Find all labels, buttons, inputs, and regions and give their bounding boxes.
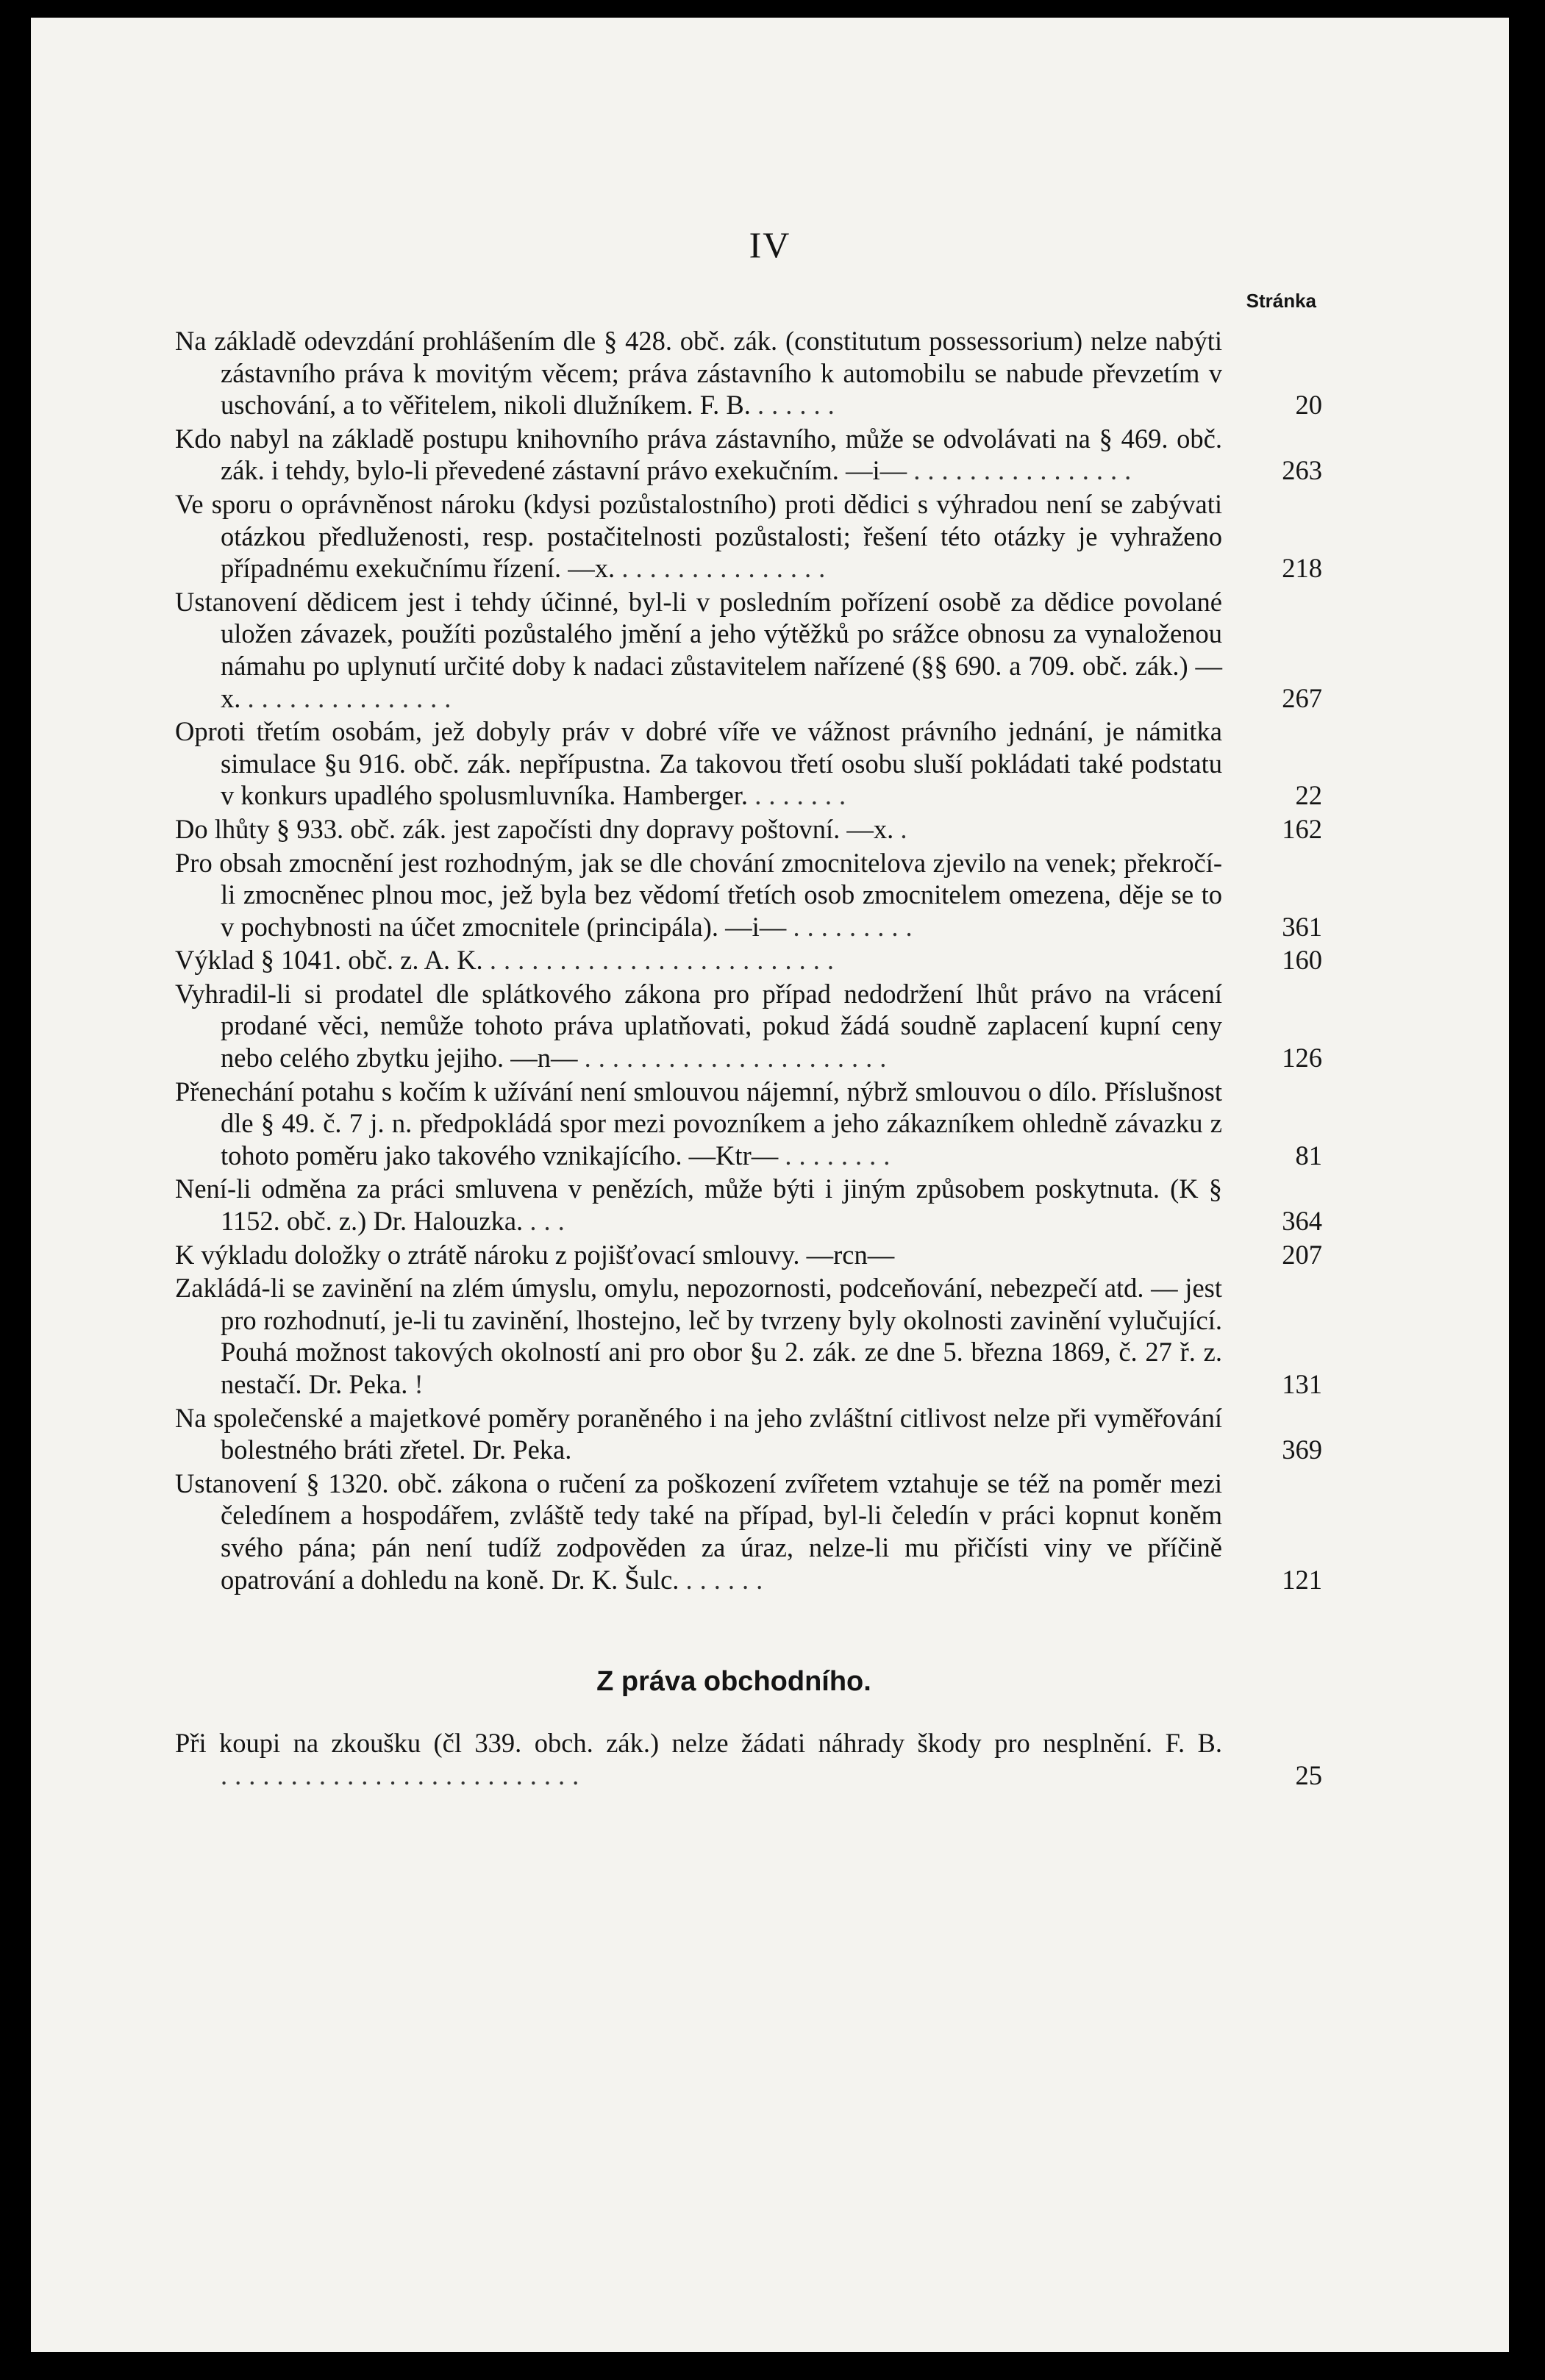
leader-dots: ............... xyxy=(247,682,459,713)
document-page xyxy=(31,18,1509,2352)
entry-text: Do lhůty § 933. obč. zák. jest započísti dny dopravy poštovní. —x. xyxy=(175,813,894,844)
entry-text: Při koupi na zkoušku (čl 339. obch. zák.) nelze žádati náhrady škody pro nesplnění. F. B. xyxy=(175,1728,1222,1759)
entry-page-ref: 22 xyxy=(1295,780,1322,811)
index-entry xyxy=(175,847,1322,943)
entry-page-ref: 369 xyxy=(1282,1434,1322,1465)
entry-text: Vyhradil-li si prodatel dle splátkového zákona pro případ nedodržení lhůt právo na vrácení prodané věci, nemůže tohoto práva uplatňovati, pokud žádá soudně zaplacení kupní ceny nebo celého zbytku jejiho. —n— xyxy=(175,978,1222,1073)
entry-page-ref: 218 xyxy=(1282,553,1322,584)
entry-text: Oproti třetím osobám, jež dobyly práv v dobré víře ve vážnost právního jednání, je námitka simulace §u 916. obč. zák. nepřípustna. Za takovou třetí osobu sluší pokládati také podstatu v konkurs upadlého spolusmluvníka. Hamberger. xyxy=(175,716,1222,811)
index-entry xyxy=(175,1076,1322,1172)
entry-text: Výklad § 1041. obč. z. A. K. xyxy=(175,945,483,976)
leader-dots: ....... xyxy=(754,780,854,811)
leader-dots: ......... xyxy=(793,911,920,942)
index-entry xyxy=(175,944,1322,976)
entry-text: Přenechání potahu s kočím k užívání není smlouvou nájemní, nýbrž smlouvou o dílo. Příslušnost dle § 49. č. 7 j. n. předpokládá spor mezi povozníkem a jeho zákazníkem ohledně závazku z tohoto poměru jako takového vznikajícího. —Ktr— xyxy=(175,1076,1222,1171)
entry-page-ref: 263 xyxy=(1282,455,1322,486)
entry-text: Zakládá-li se zavinění na zlém úmyslu, omylu, nepozornosti, podceňování, nebezpečí atd. — jest pro rozhodnutí, je-li tu zavinění, lhostejno, leč by tvrzeny byly okolnosti zavinění vylučující. Pouhá možnost takových okolností ani pro obor §u 2. zák. ze dne 5. března 1869, č. 27 ř. z. nestačí. Dr. Peka. xyxy=(175,1273,1222,1399)
leader-dots: ................ xyxy=(913,455,1139,486)
index-entry xyxy=(175,978,1322,1074)
entry-text: Na základě odevzdání prohlášením dle § 428. obč. zák. (constitutum possessorium) nelze nabýti zástavního práva k movitým věcem; práva zástavního k automobilu se nabude převzetím v uschování, a to věřitelem, nikoli dlužníkem. F. B. xyxy=(175,326,1222,421)
leader-dots: . xyxy=(900,813,915,844)
entry-text: Kdo nabyl na základě postupu knihovního práva zástavního, může se odvolávati na § 469. obč. zák. i tehdy, bylo-li převedené zástavní právo exekučním. —i— xyxy=(175,423,1222,486)
entry-text: Ustanovení dědicem jest i tehdy účinné, byl-li v posledním pořízení osobě za dědice povolané uložen závazek, použíti pozůstalého jmění a jeho výtěžků po srážce obnosu za vynaloženou námahu po uplynutí určité doby k nadaci zůstavitelem nařízené (§§ 690. a 709. obč. zák.) —x. xyxy=(175,586,1222,713)
entry-page-ref: 25 xyxy=(1295,1759,1322,1790)
entry-page-ref: 121 xyxy=(1282,1564,1322,1595)
leader-dots: .......................... xyxy=(221,1759,587,1790)
index-entry xyxy=(175,1468,1322,1595)
index-entry xyxy=(175,586,1322,714)
leader-dots: ... xyxy=(529,1206,572,1237)
index-entry xyxy=(175,488,1322,585)
leader-dots: ......................... xyxy=(489,945,841,976)
entry-page-ref: 131 xyxy=(1282,1369,1322,1399)
entry-page-ref: 207 xyxy=(1282,1239,1322,1270)
page-column-header: Stránka xyxy=(1246,290,1316,312)
leader-dots: ...................... xyxy=(584,1043,894,1073)
entry-page-ref: 160 xyxy=(1282,945,1322,976)
index-entry xyxy=(175,813,1322,846)
index-entry xyxy=(175,1173,1322,1237)
entry-page-ref: 361 xyxy=(1282,911,1322,942)
page-number: IV xyxy=(749,224,791,265)
index-entry xyxy=(175,1272,1322,1400)
section-heading: Z práva obchodního. xyxy=(596,1666,871,1698)
entry-text: Ustanovení § 1320. obč. zákona o ručení za poškození zvířetem vztahuje se též na poměr mezi čeledínem a hospodářem, zvláště tedy také na případ, byl-li čeledín v práci kopnut koněm svého pána; pán není tudíž zodpověden za úraz, nelze-li mu přičísti viny ve příčině opatrování a dohledu na koně. Dr. K. Šulc. xyxy=(175,1468,1222,1595)
index-entries xyxy=(175,325,1322,1793)
leader-dots: ...... xyxy=(685,1564,771,1595)
index-entry xyxy=(175,325,1322,421)
index-entry xyxy=(175,1727,1322,1791)
index-entry xyxy=(175,1402,1322,1466)
entry-text: K výkladu doložky o ztrátě nároku z pojišťovací smlouvy. —rcn— xyxy=(175,1239,895,1270)
leader-dots: ...... xyxy=(757,390,842,421)
entry-text: Není-li odměna za práci smluvena v penězích, může býti i jiným způsobem poskytnuta. (K § 1152. obč. z.) Dr. Halouzka. xyxy=(175,1173,1222,1237)
entry-text: Ve sporu o oprávněnost nároku (kdysi pozůstalostního) proti dědici s výhradou není se zabývati otázkou předluženosti, resp. postačitelnosti pozůstalosti; řešení této otázky je vyhraženo případnému exekučnímu řízení. —x. xyxy=(175,488,1222,584)
entry-page-ref: 162 xyxy=(1282,813,1322,844)
index-entry xyxy=(175,423,1322,487)
leader-dots: ............... xyxy=(621,553,833,584)
entry-page-ref: 20 xyxy=(1295,390,1322,421)
leader-dots: ........ xyxy=(785,1140,898,1171)
entry-page-ref: 267 xyxy=(1282,682,1322,713)
entry-page-ref: 81 xyxy=(1295,1140,1322,1171)
entry-text: Na společenské a majetkové poměry poraněného i na jeho zvláštní citlivost nelze při vyměřování bolestného bráti zřetel. Dr. Peka. xyxy=(175,1402,1222,1465)
index-entry xyxy=(175,1239,1322,1271)
index-entry xyxy=(175,715,1322,812)
leader-dots: ! xyxy=(414,1369,431,1399)
entry-page-ref: 364 xyxy=(1282,1206,1322,1237)
entry-text: Pro obsah zmocnění jest rozhodným, jak se dle chování zmocnitelova zjevilo na venek; překročí-li zmocněnec plnou moc, jež byla bez vědomí třetích osob zmocnitelem omezena, děje se to v pochybnosti na účet zmocnitele (principála). —i— xyxy=(175,847,1222,942)
entry-page-ref: 126 xyxy=(1282,1043,1322,1073)
